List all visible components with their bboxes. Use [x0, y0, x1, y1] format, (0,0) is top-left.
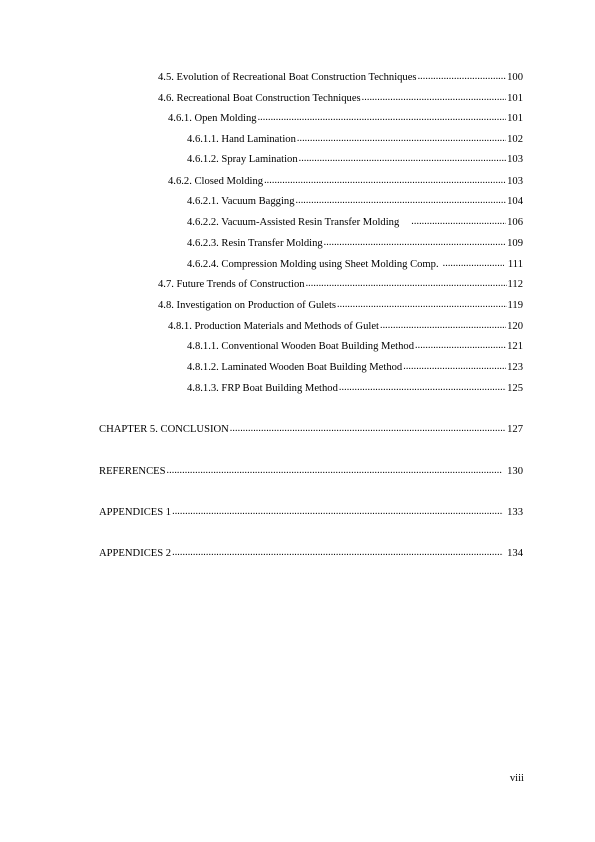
toc-entry[interactable] [168, 320, 523, 334]
dot-leader [172, 505, 503, 519]
toc-entry[interactable] [99, 423, 523, 437]
toc-entry-page: 102 [507, 134, 523, 145]
toc-entry-page: 101 [507, 93, 523, 104]
dot-leader [172, 546, 503, 560]
toc-entry[interactable] [168, 175, 523, 189]
toc-entry-page: 103 [507, 154, 523, 165]
toc-entry-page: 123 [507, 362, 523, 373]
toc-entry[interactable] [187, 361, 523, 375]
toc-entry-page: 127 [507, 424, 523, 435]
toc-entry[interactable] [168, 112, 523, 126]
toc-entry-title: 4.5. Evolution of Recreational Boat Construction Techniques [158, 72, 417, 83]
toc-entry-title: 4.7. Future Trends of Construction [158, 279, 305, 290]
toc-entry[interactable] [187, 258, 523, 272]
toc-entry-title: 4.8.1.3. FRP Boat Building Method [187, 383, 338, 394]
toc-entry[interactable] [187, 195, 523, 209]
toc-entry-page: 125 [507, 383, 523, 394]
toc-entry-title: 4.6.2.4. Compression Molding using Sheet Molding Comp. [187, 259, 439, 270]
toc-entry-title: 4.6.2. Closed Molding [168, 176, 264, 187]
toc-entry-title: 4.6.1. Open Molding [168, 113, 257, 124]
toc-entry-title: CHAPTER 5. CONCLUSION [99, 424, 229, 435]
toc-entry[interactable] [99, 506, 523, 520]
toc-entry[interactable] [158, 92, 523, 106]
toc-entry-page: 121 [507, 341, 523, 352]
page-number: viii [509, 773, 524, 784]
toc-entry-title: 4.6.1.1. Hand Lamination [187, 134, 296, 145]
toc-entry-title: 4.6.2.2. Vacuum-Assisted Resin Transfer Molding [187, 217, 400, 228]
toc-entry-page: 134 [507, 548, 523, 559]
dot-leader [415, 339, 506, 353]
dot-leader [403, 360, 506, 374]
toc-entry[interactable] [187, 237, 523, 251]
toc-entry-page: 112 [507, 279, 523, 290]
toc-entry[interactable] [187, 340, 523, 354]
toc-entry-title: 4.8. Investigation on Production of Gulets [158, 300, 337, 311]
toc-entry-page: 104 [507, 196, 523, 207]
dot-leader [418, 70, 507, 84]
dot-leader [324, 236, 506, 250]
dot-leader [297, 132, 506, 146]
dot-leader [380, 319, 506, 333]
toc-entry-page: 119 [507, 300, 523, 311]
toc-entry-page: 103 [507, 176, 523, 187]
toc-entry-title: REFERENCES [99, 466, 166, 477]
toc-entry[interactable] [187, 216, 523, 230]
toc-entry[interactable] [187, 382, 523, 396]
toc-entry-page: 133 [507, 507, 523, 518]
toc-entry-title: 4.8.1.1. Conventional Wooden Boat Building Method [187, 341, 414, 352]
toc-entry-page: 109 [507, 238, 523, 249]
toc-entry[interactable] [158, 71, 523, 85]
toc-entry-page: 120 [507, 321, 523, 332]
dot-leader [443, 257, 504, 271]
dot-leader [258, 111, 507, 125]
dot-leader [362, 91, 506, 105]
dot-leader [339, 381, 506, 395]
dot-leader [296, 194, 507, 208]
toc-entry-title: 4.6.2.3. Resin Transfer Molding [187, 238, 323, 249]
toc-entry-title: APPENDICES 1 [99, 507, 172, 518]
toc-entry-title: 4.6. Recreational Boat Construction Techniques [158, 93, 361, 104]
toc-entry[interactable] [187, 133, 523, 147]
toc-entry[interactable] [99, 547, 523, 561]
dot-leader [337, 298, 506, 312]
dot-leader [299, 152, 506, 166]
toc-entry[interactable] [187, 153, 523, 167]
toc-entry-title: 4.6.2.1. Vacuum Bagging [187, 196, 295, 207]
toc-entry-title: APPENDICES 2 [99, 548, 172, 559]
toc-entry-title: 4.8.1.2. Laminated Wooden Boat Building Method [187, 362, 403, 373]
toc-entry[interactable] [158, 299, 523, 313]
dot-leader [230, 422, 506, 436]
dot-leader [264, 174, 506, 188]
toc-entry-page: 106 [507, 217, 523, 228]
dot-leader [306, 277, 507, 291]
toc-entry-title: 4.8.1. Production Materials and Methods of Gulet [168, 321, 379, 332]
toc-entry[interactable] [99, 465, 523, 479]
toc-entry-page: 101 [507, 113, 523, 124]
dot-leader [167, 464, 507, 478]
toc-entry-page: 100 [507, 72, 523, 83]
toc-entry-page: 130 [507, 466, 523, 477]
toc-entry-page: 111 [507, 259, 523, 270]
toc-entry-title: 4.6.1.2. Spray Lamination [187, 154, 298, 165]
dot-leader [411, 215, 506, 229]
toc-entry[interactable] [158, 278, 523, 292]
